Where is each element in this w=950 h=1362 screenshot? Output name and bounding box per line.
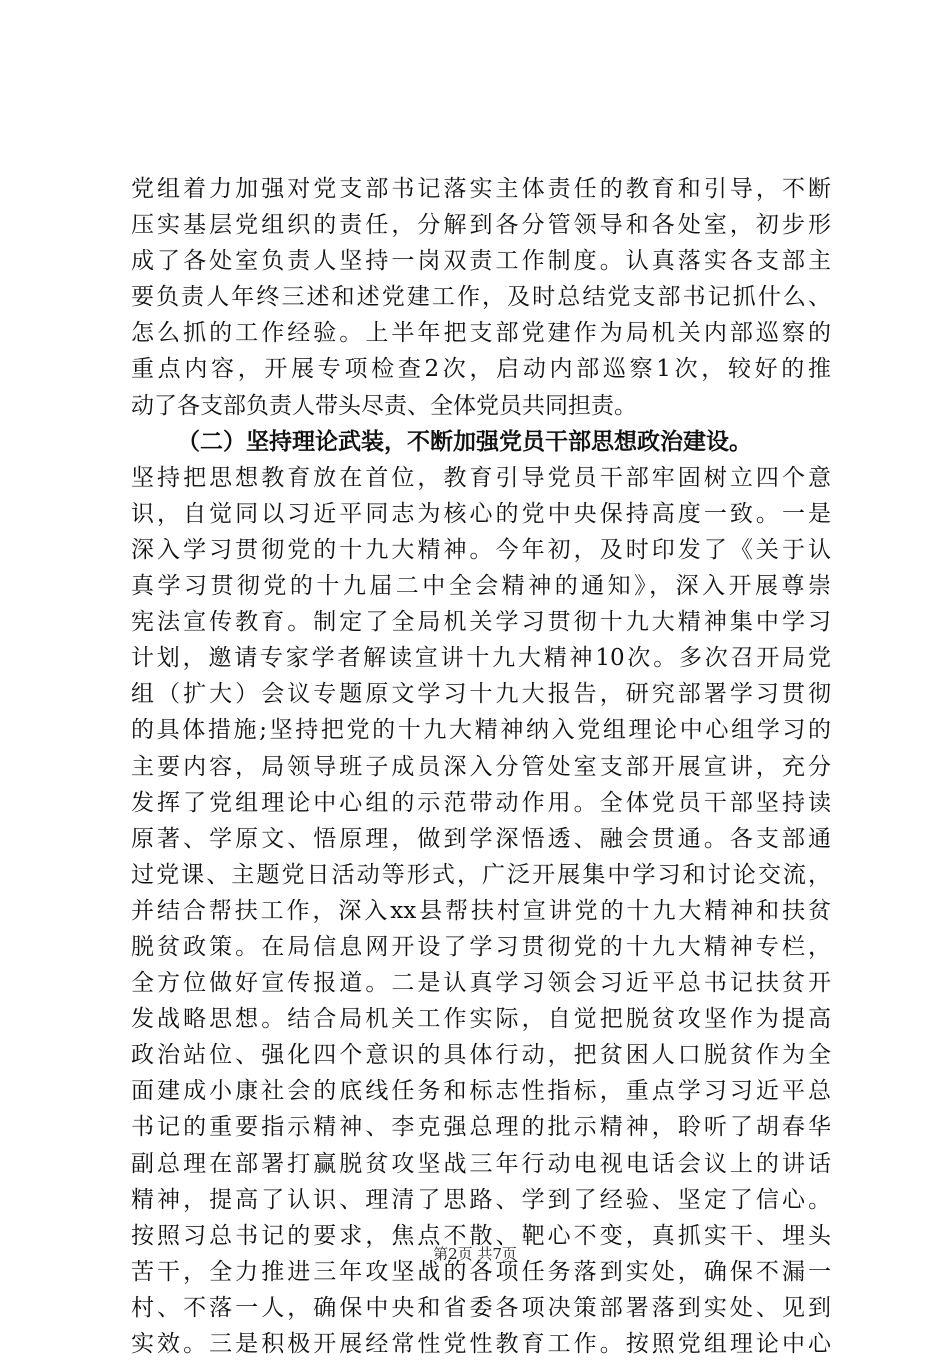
text-line: 宪法宣传教育。制定了全局机关学习贯彻十九大精神集中学习 (131, 609, 831, 636)
text-line: 实效。三是积极开展经常性党性教育工作。按照党组理论中心 (131, 1331, 831, 1357)
body-text (131, 171, 831, 1362)
text-line: 脱贫政策。在局信息网开设了学习贯彻党的十九大精神专栏， (131, 933, 831, 960)
text-line: 真学习贯彻党的十九届二中全会精神的通知》，深入开展尊崇 (131, 573, 831, 600)
text-line: 发挥了党组理论中心组的示范带动作用。全体党员干部坚持读 (131, 789, 831, 816)
text-line: 压实基层党组织的责任，分解到各分管领导和各处室，初步形 (131, 212, 831, 239)
text-line: 面建成小康社会的底线任务和标志性指标，重点学习习近平总 (131, 1078, 831, 1105)
text-line: 过党课、主题党日活动等形式，广泛开展集中学习和讨论交流， (131, 861, 831, 888)
text-line: 组（扩大）会议专题原文学习十九大报告，研究部署学习贯彻 (131, 681, 831, 708)
text-line: 重点内容，开展专项检查2次，启动内部巡察1次，较好的推 (131, 356, 831, 383)
text-line: 村、不落一人，确保中央和省委各项决策部署落到实处、见到 (131, 1294, 831, 1321)
text-line: 坚持把思想教育放在首位，教育引导党员干部牢固树立四个意 (131, 464, 831, 491)
text-line: 发战略思想。结合局机关工作实际，自觉把脱贫攻坚作为提高 (131, 1006, 831, 1033)
text-line: 书记的重要指示精神、李克强总理的批示精神，聆听了胡春华 (131, 1114, 831, 1141)
text-line: 计划，邀请专家学者解读宣讲十九大精神10次。多次召开局党 (131, 645, 831, 672)
text-line: 成了各处室负责人坚持一岗双责工作制度。认真落实各支部主 (131, 248, 831, 275)
text-line: 并结合帮扶工作，深入xx县帮扶村宣讲党的十九大精神和扶贫 (131, 897, 831, 924)
text-line: 苦干，全力推进三年攻坚战的各项任务落到实处，确保不漏一 (131, 1258, 831, 1285)
text-line: 要负责人年终三述和述党建工作，及时总结党支部书记抓什么、 (131, 284, 831, 311)
text-line: 识，自觉同以习近平同志为核心的党中央保持高度一致。一是 (131, 500, 831, 527)
text-line: 主要内容，局领导班子成员深入分管处室支部开展宣讲，充分 (131, 753, 831, 780)
text-line: 深入学习贯彻党的十九大精神。今年初，及时印发了《关于认 (131, 536, 831, 563)
text-line: 政治站位、强化四个意识的具体行动，把贫困人口脱贫作为全 (131, 1042, 831, 1069)
text-line: 党组着力加强对党支部书记落实主体责任的教育和引导，不断 (131, 176, 831, 202)
text-line: 全方位做好宣传报道。二是认真学习领会习近平总书记扶贫开 (131, 970, 831, 997)
text-line: 的具体措施;坚持把党的十九大精神纳入党组理论中心组学习的 (131, 717, 831, 744)
text-line: 副总理在部署打赢脱贫攻坚战三年行动电视电话会议上的讲话 (131, 1150, 831, 1177)
page-number: 第2页 共7页 (433, 1245, 517, 1263)
text-line: 按照习总书记的要求，焦点不散、靶心不变，真抓实干、埋头 (131, 1222, 831, 1249)
text-line: 原著、学原文、悟原理，做到学深悟透、融会贯通。各支部通 (131, 825, 831, 852)
section-heading: （二）坚持理论武装，不断加强党员干部思想政治建设。 (177, 427, 752, 455)
text-line: 怎么抓的工作经验。上半年把支部党建作为局机关内部巡察的 (131, 320, 831, 347)
text-line: 精神，提高了认识、理清了思路、学到了经验、坚定了信心。 (131, 1186, 831, 1213)
text-line: 动了各支部负责人带头尽责、全体党员共同担责。 (131, 392, 637, 419)
